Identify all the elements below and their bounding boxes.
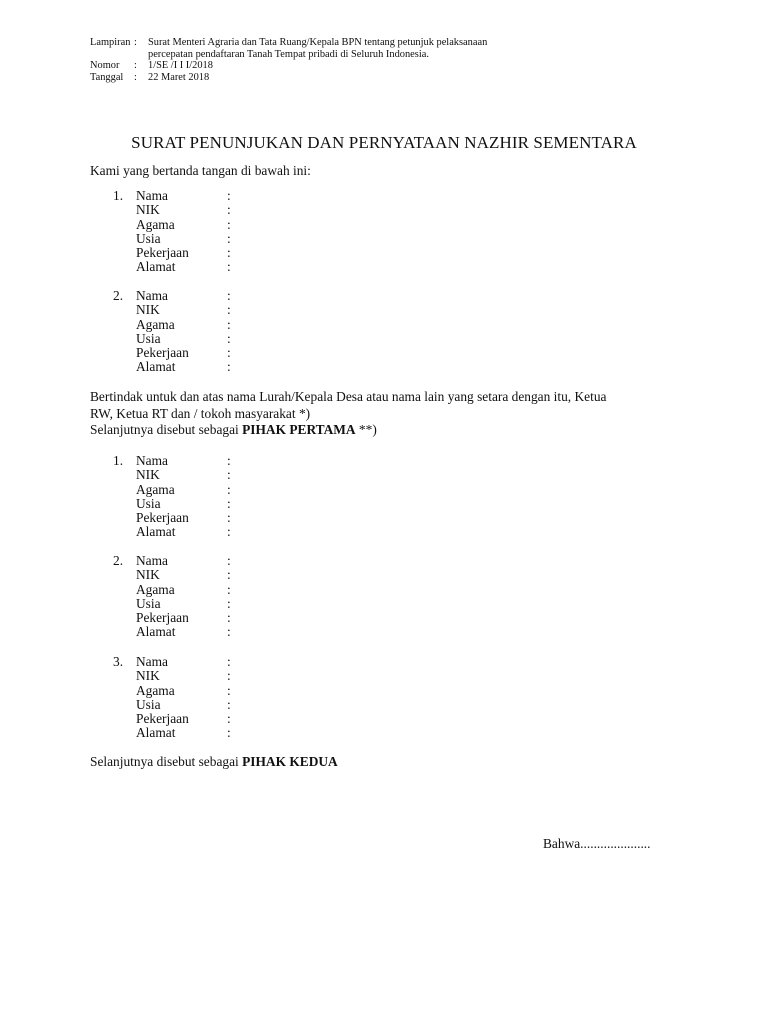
field-colon: : — [227, 711, 231, 727]
field-label: NIK — [136, 567, 160, 583]
field-label: NIK — [136, 302, 160, 318]
field-label: Agama — [136, 216, 175, 232]
pihak-pertama-prefix: Selanjutnya disebut sebagai — [90, 422, 243, 437]
field-label: Pekerjaan — [136, 610, 189, 626]
field-label: Alamat — [136, 259, 176, 275]
entry-number — [113, 511, 136, 525]
tanggal-label: Tanggal — [90, 71, 124, 83]
field-colon: : — [227, 567, 231, 583]
field-row — [113, 260, 237, 274]
field-row — [113, 289, 237, 303]
field-row — [113, 468, 237, 482]
field-colon: : — [227, 345, 231, 361]
nomor-value: 1/SE /I I I/2018 — [148, 60, 213, 71]
field-colon: : — [227, 330, 231, 346]
pihak-kedua-line — [90, 754, 338, 770]
field-row — [113, 726, 237, 740]
field-colon: : — [227, 316, 231, 332]
field-colon: : — [227, 202, 231, 218]
field-row — [113, 625, 237, 639]
field-colon: : — [227, 288, 231, 303]
entry-number — [113, 698, 136, 712]
field-colon: : — [227, 245, 231, 261]
field-colon: : — [227, 654, 231, 669]
second-group-entry-3 — [113, 655, 237, 741]
field-label: Pekerjaan — [136, 510, 189, 526]
field-label: Agama — [136, 481, 175, 497]
entry-number — [113, 525, 136, 539]
tanggal-row — [90, 72, 487, 84]
field-row — [113, 346, 237, 360]
field-row — [113, 568, 237, 582]
field-label: Alamat — [136, 725, 176, 741]
pihak-pertama-line — [90, 422, 690, 439]
field-colon: : — [227, 481, 231, 497]
field-label: Pekerjaan — [136, 245, 189, 261]
field-row — [113, 497, 237, 511]
field-label: Nama — [136, 188, 168, 203]
field-row — [113, 203, 237, 217]
field-row — [113, 698, 237, 712]
field-row — [113, 246, 237, 260]
attachment-header — [90, 37, 487, 83]
pihak-pertama-label: PIHAK PERTAMA — [242, 422, 356, 437]
field-row — [113, 511, 237, 525]
bahwa-line: Bahwa..................... — [543, 836, 651, 851]
entry-number — [113, 246, 136, 260]
pihak-kedua-label: PIHAK KEDUA — [242, 754, 338, 769]
entry-number — [113, 346, 136, 360]
field-row — [113, 318, 237, 332]
field-label: Alamat — [136, 624, 176, 640]
field-row — [113, 189, 237, 203]
field-label: Usia — [136, 495, 161, 511]
field-label: Agama — [136, 682, 175, 698]
lampiran-row — [90, 37, 487, 49]
entry-number — [113, 318, 136, 332]
entry-number: 2. — [113, 553, 124, 568]
field-colon: : — [227, 725, 231, 741]
field-label: Pekerjaan — [136, 345, 189, 361]
field-row — [113, 454, 237, 468]
field-colon: : — [227, 495, 231, 511]
entry-number — [113, 303, 136, 317]
field-colon: : — [227, 230, 231, 246]
field-label: Usia — [136, 230, 161, 246]
field-label: Usia — [136, 330, 161, 346]
field-row — [113, 232, 237, 246]
field-row — [113, 669, 237, 683]
entry-number — [113, 483, 136, 497]
pihak-pertama-suffix: **) — [355, 422, 377, 437]
nomor-colon: : — [134, 60, 137, 71]
field-label: Usia — [136, 696, 161, 712]
entry-number: 1. — [113, 453, 124, 468]
field-label: Nama — [136, 553, 168, 568]
entry-number — [113, 597, 136, 611]
entry-number — [113, 497, 136, 511]
field-colon: : — [227, 302, 231, 318]
entry-number — [113, 468, 136, 482]
field-row — [113, 554, 237, 568]
field-label: Usia — [136, 595, 161, 611]
field-row — [113, 483, 237, 497]
entry-number — [113, 260, 136, 274]
field-label: Alamat — [136, 524, 176, 540]
second-group-entry-1 — [113, 454, 237, 540]
document-title: SURAT PENUNJUKAN DAN PERNYATAAN NAZHIR SEMENTARA — [131, 133, 637, 152]
field-colon: : — [227, 359, 231, 375]
field-colon: : — [227, 259, 231, 275]
field-row — [113, 218, 237, 232]
entry-number — [113, 203, 136, 217]
field-colon: : — [227, 510, 231, 526]
lampiran-row-continued — [90, 49, 487, 61]
entry-number: 2. — [113, 288, 124, 303]
entry-number — [113, 583, 136, 597]
field-row — [113, 684, 237, 698]
field-colon: : — [227, 581, 231, 597]
field-label: NIK — [136, 202, 160, 218]
entry-number — [113, 726, 136, 740]
lampiran-colon: : — [134, 37, 137, 48]
entry-number — [113, 360, 136, 374]
entry-number — [113, 712, 136, 726]
field-label: NIK — [136, 467, 160, 483]
intro-text: Kami yang bertanda tangan di bawah ini: — [90, 163, 311, 178]
first-group-entry-2 — [113, 289, 237, 375]
field-row — [113, 583, 237, 597]
first-group-entry-1 — [113, 189, 237, 275]
field-colon: : — [227, 610, 231, 626]
entry-number: 1. — [113, 188, 124, 203]
field-row — [113, 332, 237, 346]
field-colon: : — [227, 668, 231, 684]
entry-number: 3. — [113, 654, 124, 669]
nomor-row — [90, 60, 487, 72]
tanggal-colon: : — [134, 71, 137, 83]
field-label: Nama — [136, 453, 168, 468]
field-label: Nama — [136, 288, 168, 303]
field-row — [113, 712, 237, 726]
field-colon: : — [227, 216, 231, 232]
field-colon: : — [227, 696, 231, 712]
lampiran-value-line2: percepatan pendaftaran Tanah Tempat pribadi di Seluruh Indonesia. — [148, 48, 429, 60]
field-colon: : — [227, 453, 231, 468]
entry-number — [113, 684, 136, 698]
entry-number — [113, 218, 136, 232]
field-colon: : — [227, 595, 231, 611]
representation-paragraph — [90, 389, 690, 439]
entry-number — [113, 332, 136, 346]
field-colon: : — [227, 467, 231, 483]
field-label: Agama — [136, 581, 175, 597]
field-row — [113, 303, 237, 317]
field-row — [113, 611, 237, 625]
paragraph-line-1: Bertindak untuk dan atas nama Lurah/Kepala Desa atau nama lain yang setara dengan itu, Ketua — [90, 389, 607, 404]
field-colon: : — [227, 524, 231, 540]
field-row — [113, 597, 237, 611]
field-colon: : — [227, 188, 231, 203]
second-group-entry-2 — [113, 554, 237, 640]
entry-number — [113, 568, 136, 582]
field-colon: : — [227, 553, 231, 568]
paragraph-line-2: RW, Ketua RT dan / tokoh masyarakat *) — [90, 405, 311, 421]
field-row — [113, 360, 237, 374]
field-label: NIK — [136, 668, 160, 684]
field-label: Agama — [136, 316, 175, 332]
lampiran-label: Lampiran — [90, 37, 131, 48]
field-label: Pekerjaan — [136, 711, 189, 727]
field-row — [113, 655, 237, 669]
pihak-kedua-prefix: Selanjutnya disebut sebagai — [90, 754, 243, 769]
field-row — [113, 525, 237, 539]
tanggal-value: 22 Maret 2018 — [148, 71, 210, 83]
entry-number — [113, 625, 136, 639]
entry-number — [113, 232, 136, 246]
field-label: Nama — [136, 654, 168, 669]
field-colon: : — [227, 624, 231, 640]
field-colon: : — [227, 682, 231, 698]
entry-number — [113, 611, 136, 625]
lampiran-value-line1: Surat Menteri Agraria dan Tata Ruang/Kepala BPN tentang petunjuk pelaksanaan — [148, 37, 488, 48]
field-label: Alamat — [136, 359, 176, 375]
entry-number — [113, 669, 136, 683]
nomor-label: Nomor — [90, 60, 120, 71]
